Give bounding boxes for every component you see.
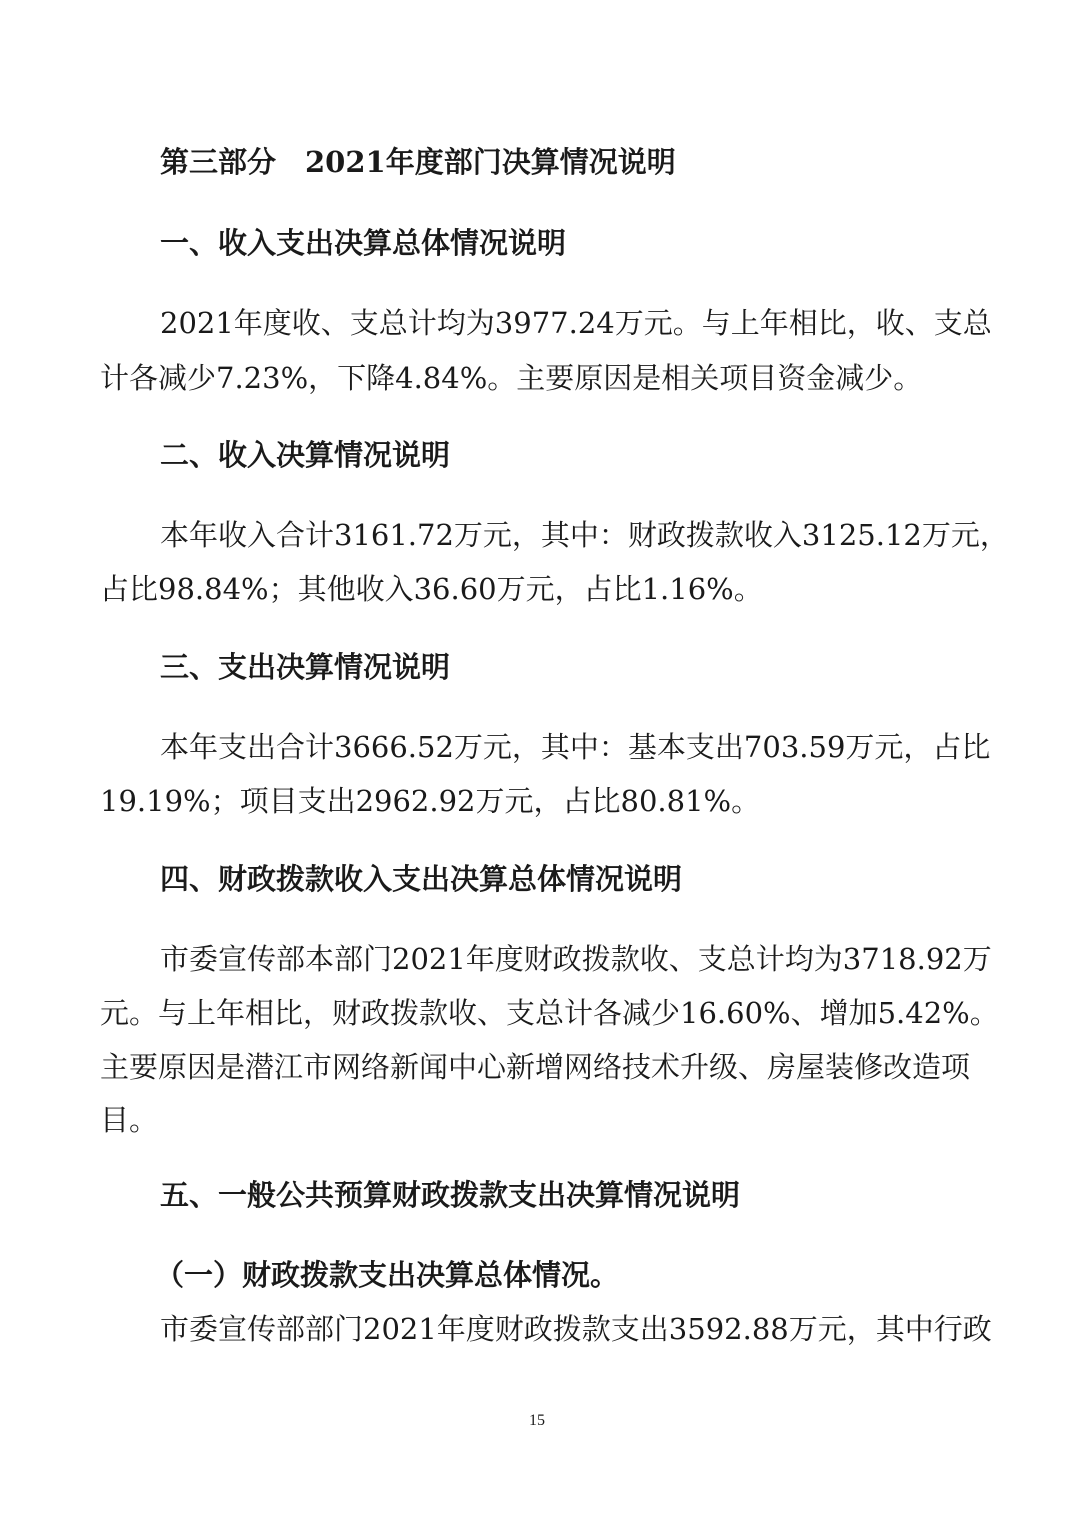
section-3-paragraph-line-1: 本年支出合计3666.52万元，其中：基本支出703.59万元，占比 [160,730,991,764]
section-5-paragraph-line-1: 市委宣传部部门2021年度财政拨款支出3592.88万元，其中行政 [160,1312,992,1346]
section-4-paragraph-line-4: 目。 [100,1103,159,1137]
section-4-heading: 四、财政拨款收入支出决算总体情况说明 [160,862,683,896]
section-4-paragraph-line-3: 主要原因是潜江市网络新闻中心新增网络技术升级、房屋装修改造项 [100,1050,971,1084]
section-5-subheading: （一）财政拨款支出决算总体情况。 [155,1258,620,1292]
section-4-paragraph-line-2: 元。与上年相比，财政拨款收、支总计各减少16.60%、增加5.42%。 [100,996,999,1030]
section-3-heading: 三、支出决算情况说明 [160,650,451,684]
section-2-heading: 二、收入决算情况说明 [160,438,451,472]
section-1-heading: 一、收入支出决算总体情况说明 [160,226,567,260]
section-4-paragraph-line-1: 市委宣传部本部门2021年度财政拨款收、支总计均为3718.92万 [160,942,992,976]
section-1-paragraph-line-2: 计各减少7.23%，下降4.84%。主要原因是相关项目资金减少。 [100,361,923,395]
section-2-paragraph-line-1: 本年收入合计3161.72万元，其中：财政拨款收入3125.12万元， [160,518,1009,552]
section-5-heading: 五、一般公共预算财政拨款支出决算情况说明 [160,1178,741,1212]
page-number: 15 [529,1412,545,1429]
part-title: 第三部分 2021年度部门决算情况说明 [160,145,676,179]
section-2-paragraph-line-2: 占比98.84%；其他收入36.60万元，占比1.16%。 [100,572,763,606]
section-3-paragraph-line-2: 19.19%；项目支出2962.92万元，占比80.81%。 [100,784,761,818]
section-1-paragraph-line-1: 2021年度收、支总计均为3977.24万元。与上年相比，收、支总 [160,306,992,340]
